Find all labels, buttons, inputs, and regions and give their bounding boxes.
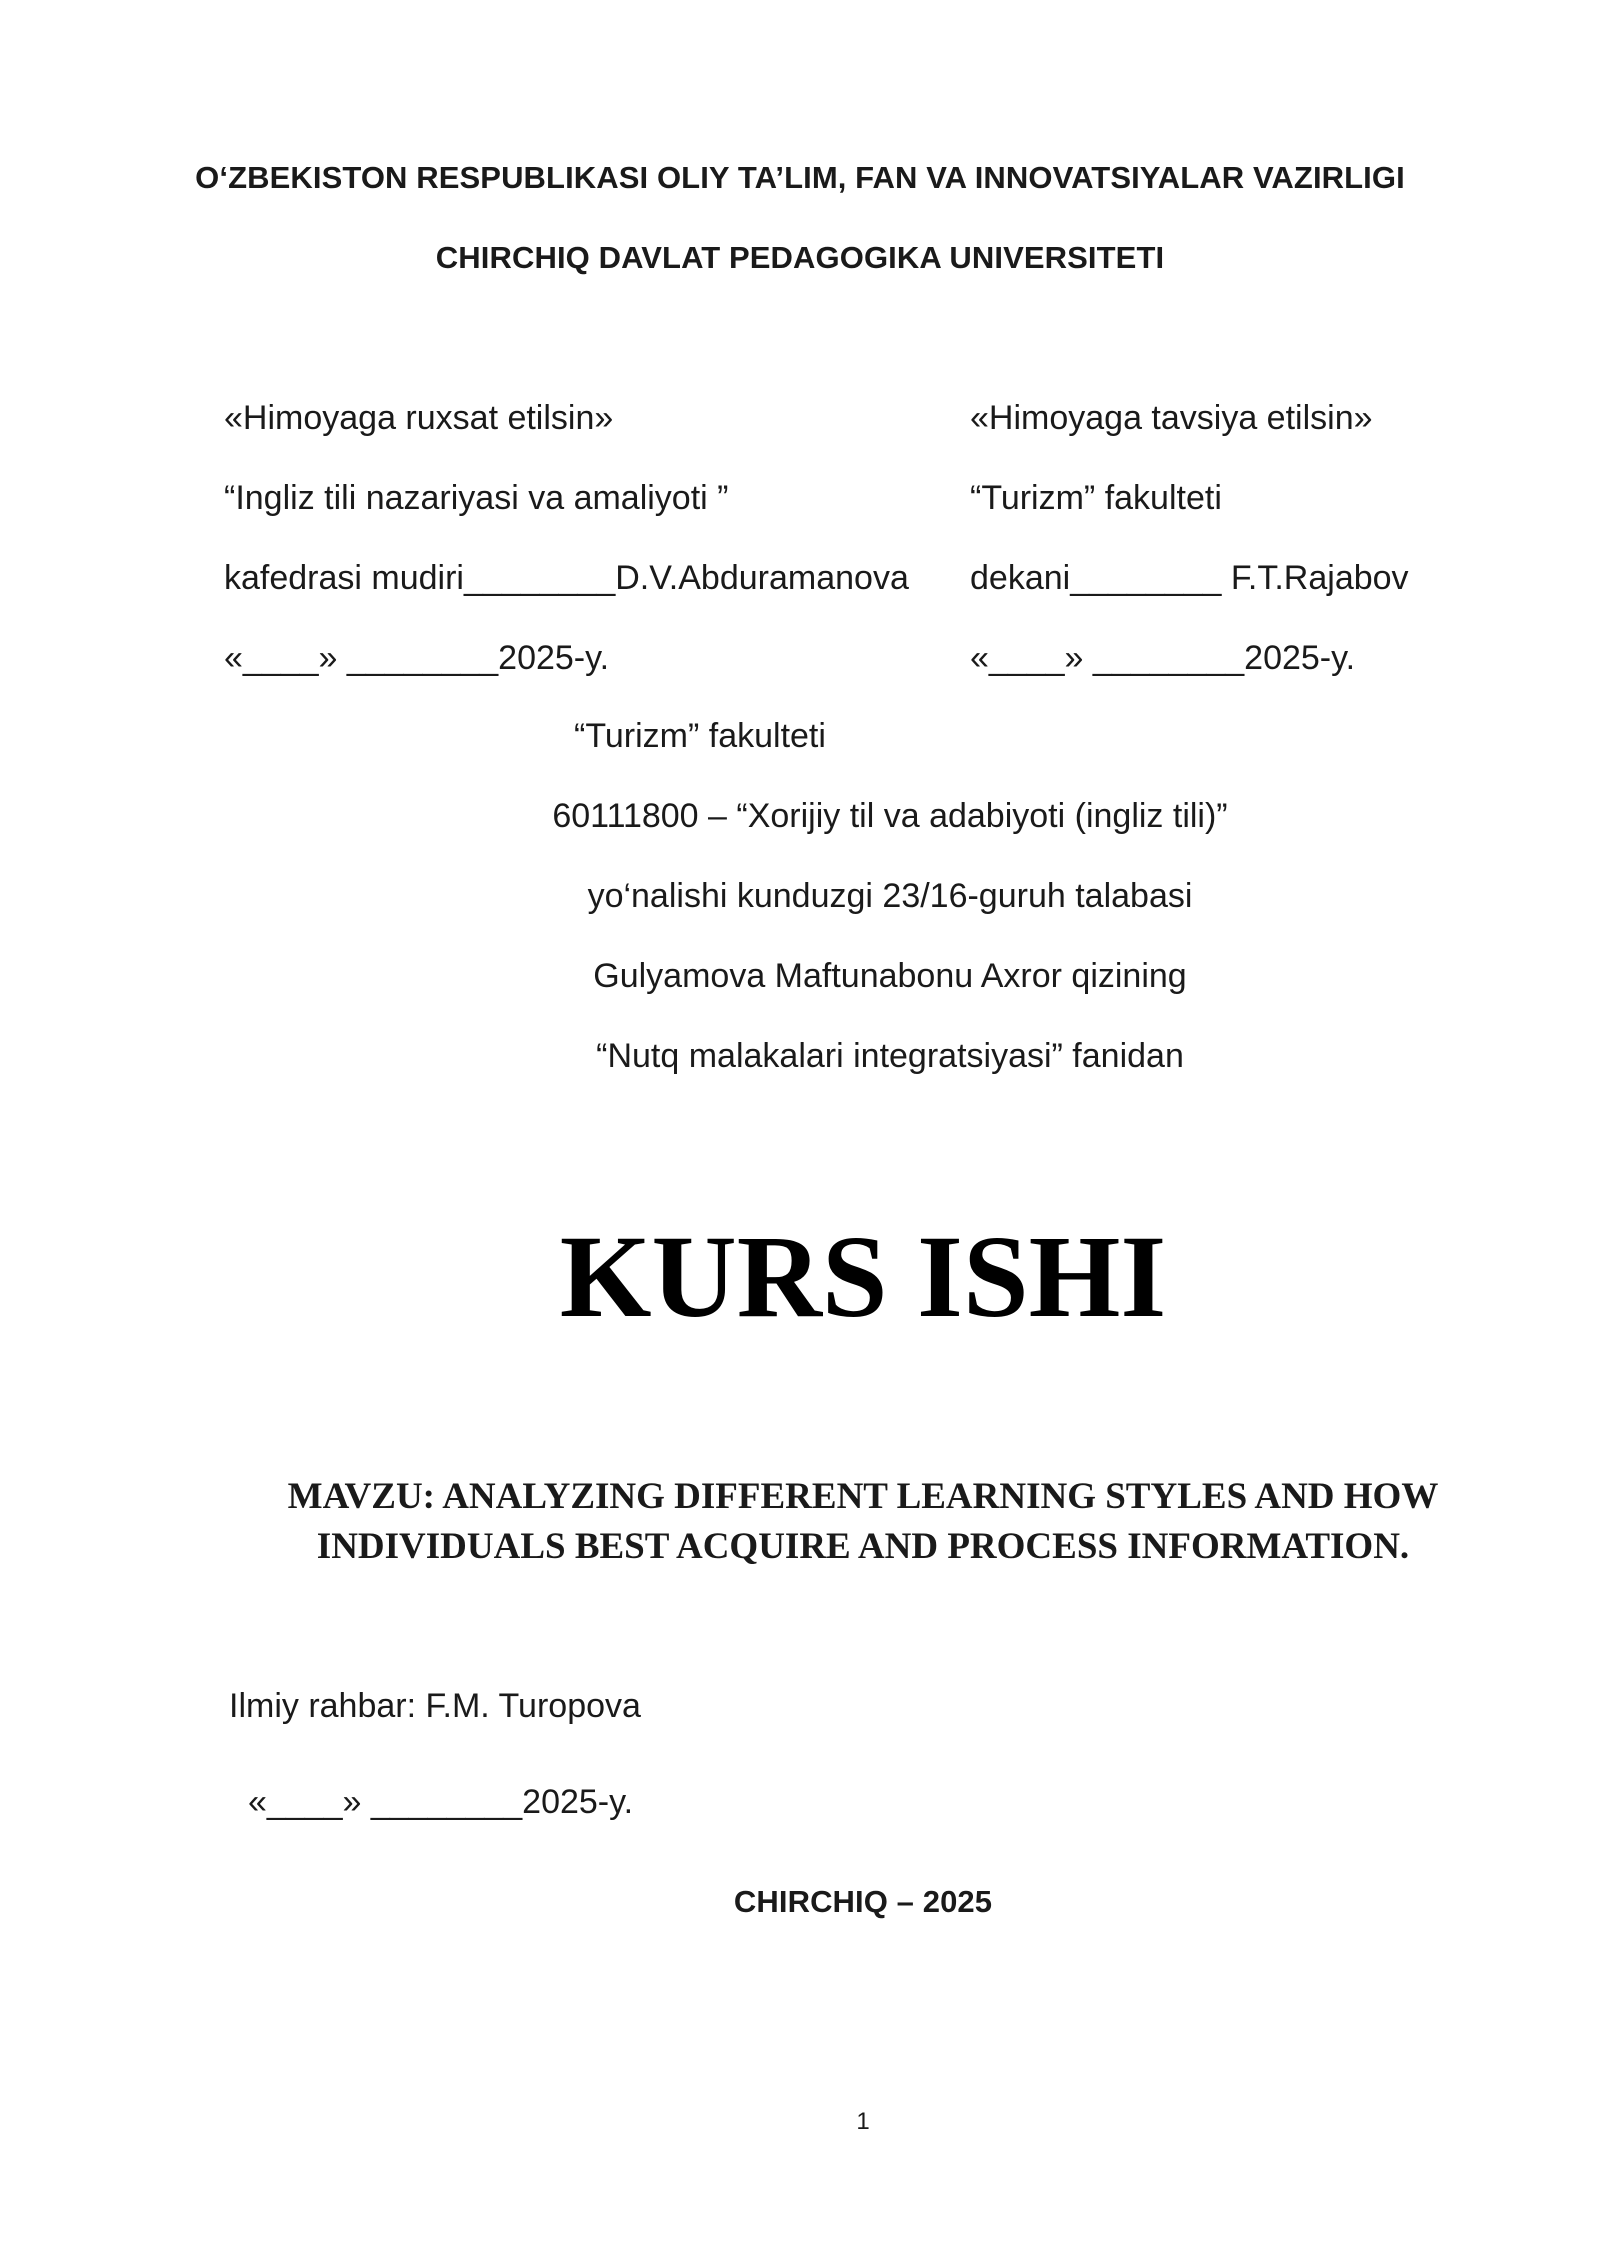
approval-right-line3: dekani________ F.T.Rajabov [970,559,1409,597]
approval-right-line1: «Himoyaga tavsiya etilsin» [970,399,1373,437]
approval-left-line2: “Ingliz tili nazariyasi va amaliyoti ” [224,479,729,517]
document-title: KURS ISHI [559,1211,1167,1342]
supervisor-label: Ilmiy rahbar: F.M. Turopova [229,1687,641,1725]
student-name: Gulyamova Maftunabonu Axror qizining [593,957,1187,995]
ministry-heading: O‘ZBEKISTON RESPUBLIKASI OLIY TA’LIM, FAN VA INNOVATSIYALAR VAZIRLIGI [195,160,1405,195]
specialty-label: 60111800 – “Xorijiy til va adabiyoti (ingliz tili)” [552,797,1228,835]
subject-label: “Nutq malakalari integratsiyasi” fanidan [596,1037,1184,1075]
university-heading: CHIRCHIQ DAVLAT PEDAGOGIKA UNIVERSITETI [435,240,1165,275]
approval-right-date: «____» ________2025-y. [970,639,1356,677]
group-label: yo‘nalishi kunduzgi 23/16-guruh talabasi [587,877,1193,915]
approval-right-line2: “Turizm” fakulteti [970,479,1222,517]
theme-line1: MAVZU: ANALYZING DIFFERENT LEARNING STYLES AND HOW [287,1476,1439,1517]
theme-line2: INDIVIDUALS BEST ACQUIRE AND PROCESS INFORMATION. [316,1526,1410,1567]
faculty-label: “Turizm” fakulteti [574,717,826,755]
approval-left-line3: kafedrasi mudiri________D.V.Abduramanova [224,559,909,597]
place-year: CHIRCHIQ – 2025 [733,1884,993,1919]
page-number: 1 [856,2108,870,2135]
approval-left-date: «____» ________2025-y. [224,639,610,677]
approval-left-line1: «Himoyaga ruxsat etilsin» [224,399,614,437]
supervisor-date: «____» ________2025-y. [248,1783,634,1821]
